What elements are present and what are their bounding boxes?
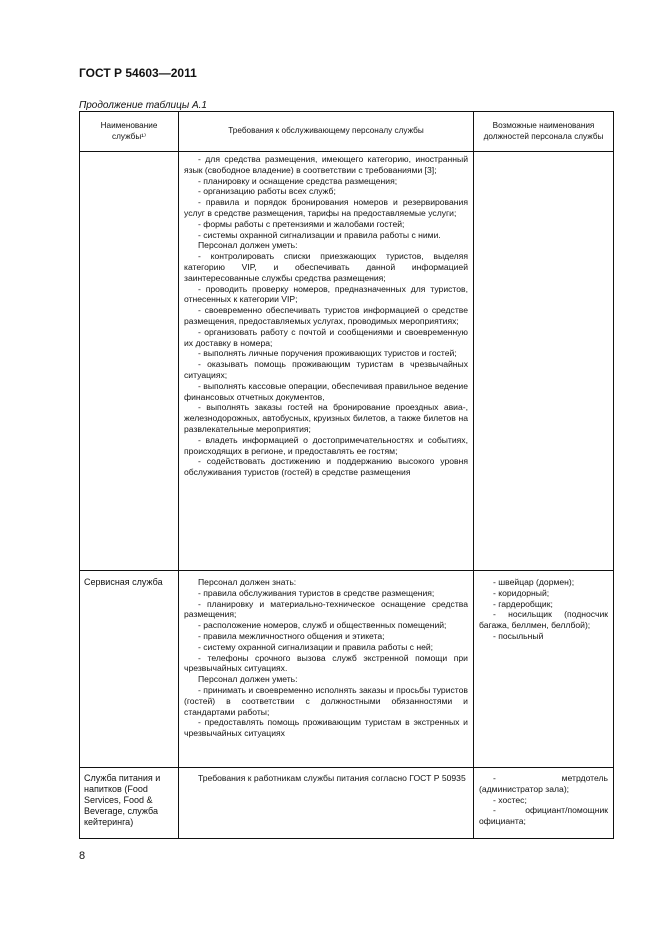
positions-cell xyxy=(474,152,614,571)
requirements-cell xyxy=(179,571,474,768)
page-number: 8 xyxy=(79,850,86,862)
position-line: - посыльный xyxy=(493,630,544,641)
requirement-line: - выполнять личные поручения проживающих туристов и гостей; xyxy=(198,348,457,359)
requirements-cell xyxy=(179,152,474,571)
requirement-line: - для средства размещения, имеющего категорию, иностранный язык (свободное владение) в соответствии с требованиями [3]; xyxy=(184,154,468,175)
header-positions: Возможные наименования должностей персонала службы xyxy=(474,112,614,152)
requirement-line: - своевременно обеспечивать туристов информацией о средстве размещения, предоставляемых услугах, проводимых мероприятиях; xyxy=(184,305,468,326)
header-requirements: Требования к обслуживающему персоналу службы xyxy=(179,112,474,152)
position-line: - метрдотель (администратор зала); xyxy=(479,773,608,794)
requirement-line: - организовать работу с почтой и сообщениями и своевременную их доставку в номера; xyxy=(184,326,468,348)
requirement-line: - выполнять заказы гостей на бронирование проездных авиа-, железнодорожных, автобусных, круизных билетов, а также билетов на развлекательные мероприятия; xyxy=(184,402,468,434)
requirement-line: - правила и порядок бронирования номеров и резервирования услуг в средстве размещения, тарифы на предоставляемые услуги; xyxy=(184,197,468,218)
service-cell xyxy=(80,152,179,571)
table-continuation-caption: Продолжение таблицы А.1 xyxy=(79,100,207,111)
requirement-line: Персонал должен уметь: xyxy=(198,674,298,685)
table-row xyxy=(80,152,614,571)
requirement-line: Персонал должен знать: xyxy=(198,577,297,587)
positions-cell xyxy=(474,768,614,839)
requirement-line: - планировку и оснащение средства размещения; xyxy=(198,175,398,186)
requirements-table xyxy=(79,111,614,839)
position-line: - официант/помощник официанта; xyxy=(479,805,608,827)
table-row xyxy=(80,768,614,839)
service-cell: Служба питания и напитков (Food Services, Food & Beverage, служба кейтеринга) xyxy=(80,768,179,839)
requirement-line: - предоставлять помощь проживающим туристам в экстренных и чрезвычайных ситуациях xyxy=(184,717,468,739)
requirement-line: - проводить проверку номеров, предназначенных для туристов, отнесенных к категории VIP; xyxy=(184,283,468,305)
requirement-line: Требования к работникам службы питания согласно ГОСТ Р 50935 xyxy=(198,773,466,783)
requirement-line: - формы работы с претензиями и жалобами гостей; xyxy=(198,218,405,229)
requirement-line: - расположение номеров, служб и общественных помещений; xyxy=(198,620,447,631)
position-line: - хостес; xyxy=(493,794,527,805)
service-cell: Сервисная служба xyxy=(80,571,179,768)
requirement-line: - системы охранной сигнализации и правила работы с ними. xyxy=(198,229,441,240)
position-line: - коридорный; xyxy=(493,587,550,598)
positions-cell xyxy=(474,571,614,768)
header-service-name: Наименование службы¹⁾ xyxy=(80,112,179,152)
requirement-line: - правила обслуживания туристов в средстве размещения; xyxy=(198,587,435,598)
requirement-line: - планировку и материально-техническое оснащение средства размещения; xyxy=(184,598,468,620)
requirement-line: - организацию работы всех служб; xyxy=(198,186,336,197)
position-line: - швейцар (дормен); xyxy=(493,577,575,587)
requirement-line: - правила межличностного общения и этикета; xyxy=(198,630,385,641)
requirement-line: - контролировать списки приезжающих туристов, выделяя категорию VIP, и обеспечивать данной информацией заинтересованные службы средства размещения; xyxy=(184,251,468,283)
requirement-line: - содействовать достижению и поддержанию высокого уровня обслуживания туристов (гостей) в средстве размещения xyxy=(184,456,468,478)
requirement-line: - принимать и своевременно исполнять заказы и просьбы туристов (гостей) в соответствии с должностными обязанностями и стандартами работы; xyxy=(184,684,468,717)
position-line: - носильщик (подносчик багажа, беллмен, беллбой); xyxy=(479,609,608,631)
requirement-line: - телефоны срочного вызова служб экстренной помощи при чрезвычайных ситуациях. xyxy=(184,652,468,674)
requirement-line: Персонал должен уметь: xyxy=(198,240,298,251)
standard-title: ГОСТ Р 54603—2011 xyxy=(79,66,197,80)
requirement-line: - выполнять кассовые операции, обеспечивая правильное ведение финансовых отчетных документов, xyxy=(184,380,468,402)
requirements-cell xyxy=(179,768,474,839)
requirement-line: - систему охранной сигнализации и правила работы с ней; xyxy=(198,641,434,652)
position-line: - гардеробщик; xyxy=(493,598,553,609)
table-row xyxy=(80,571,614,768)
requirement-line: - владеть информацией о достопримечательностях и событиях, происходящих в регионе, и предоставлять ее гостям; xyxy=(184,434,468,456)
requirement-line: - оказывать помощь проживающим туристам в чрезвычайных ситуациях; xyxy=(184,359,468,380)
table-header-row xyxy=(80,112,614,152)
